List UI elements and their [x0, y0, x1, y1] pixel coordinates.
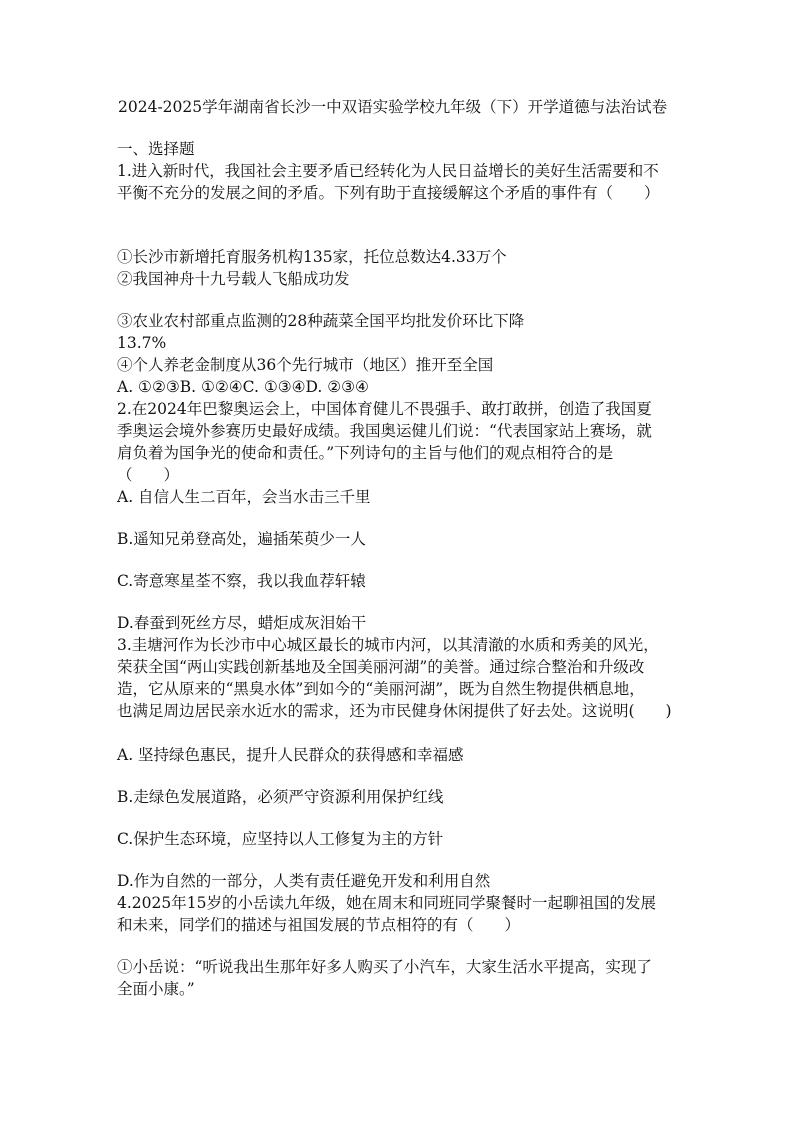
question-stem-line: 和未来，同学们的描述与祖国发展的节点相符的有（ ） — [117, 916, 521, 934]
question-stem-line: 1.进入新时代，我国社会主要矛盾已经转化为人民日益增长的美好生活需要和不 — [117, 162, 659, 180]
answer-option-d: D.春蚕到死丝方尽，蜡炬成灰泪始干 — [117, 614, 367, 632]
statement-item: ①小岳说：“听说我出生那年好多人购买了小汽车，大家生活水平提高，实现了 — [117, 958, 652, 976]
statement-item: ③农业农村部重点监测的28种蔬菜全国平均批发价环比下降 — [117, 312, 525, 330]
statement-item-continued: 全面小康。” — [117, 980, 195, 998]
answer-option-a: A. 自信人生二百年，会当水击三千里 — [117, 488, 371, 506]
question-stem-line: 2.在2024年巴黎奥运会上，中国体育健儿不畏强手、敢打敢拼，创造了我国夏 — [117, 400, 652, 418]
answer-option-a: A. 坚持绿色惠民，提升人民群众的获得感和幸福感 — [117, 746, 464, 764]
question-stem-line: 季奥运会境外参赛历史最好成绩。我国奥运健儿们说：“代表国家站上赛场，就 — [117, 422, 652, 440]
question-stem-line: 肩负着为国争光的使命和责任。”下列诗句的主旨与他们的观点相符合的是 — [117, 444, 614, 462]
question-stem-line: 荣获全国“两山实践创新基地及全国美丽河湖”的美誉。通过综合整治和升级改 — [117, 658, 645, 676]
question-stem-line: （ ） — [117, 466, 180, 484]
question-stem-line: 3.圭塘河作为长沙市中心城区最长的城市内河，以其清澈的水质和秀美的风光， — [117, 636, 659, 654]
statement-item: ④个人养老金制度从36个先行城市（地区）推开至全国 — [117, 356, 494, 374]
statement-item: ②我国神舟十九号载人飞船成功发 — [117, 270, 350, 288]
answer-option-c: C.寄意寒星荃不察，我以我血荐轩辕 — [117, 572, 366, 590]
answer-option-c: C.保护生态环境，应坚持以人工修复为主的方针 — [117, 830, 444, 848]
section-heading: 一、选择题 — [117, 140, 195, 158]
answer-options: A. ①②③B. ①②④C. ①③④D. ②③④ — [117, 378, 369, 396]
exam-title: 2024-2025学年湖南省长沙一中双语实验学校九年级（下）开学道德与法治试卷 — [118, 98, 668, 116]
answer-option-b: B.走绿色发展道路，必须严守资源利用保护红线 — [117, 788, 444, 806]
statement-item-continued: 13.7% — [117, 334, 167, 352]
answer-option-b: B.遥知兄弟登高处，遍插茱萸少一人 — [117, 530, 366, 548]
statement-item: ①长沙市新增托育服务机构135家，托位总数达4.33万个 — [117, 248, 507, 266]
question-stem-line: 平衡不充分的发展之间的矛盾。下列有助于直接缓解这个矛盾的事件有（ ） — [117, 184, 660, 202]
question-stem-line: 造，它从原来的“黑臭水体”到如今的“美丽河湖”，既为自然生物提供栖息地， — [117, 680, 645, 698]
answer-option-d: D.作为自然的一部分，人类有责任避免开发和利用自然 — [117, 872, 491, 890]
question-stem-line: 4.2025年15岁的小岳读九年级，她在周末和同班同学聚餐时一起聊祖国的发展 — [117, 894, 656, 912]
question-stem-line: 也满足周边居民亲水近水的需求，还为市民健身休闲提供了好去处。这说明( ) — [117, 702, 672, 720]
